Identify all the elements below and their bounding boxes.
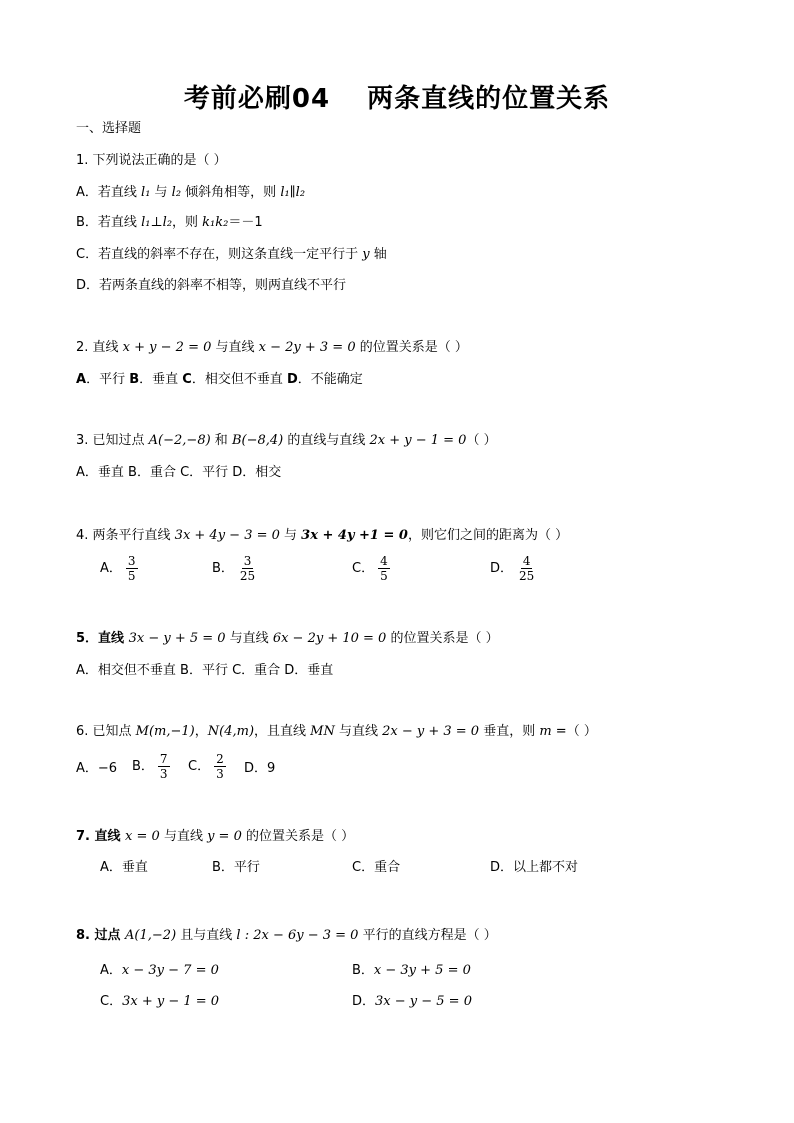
question-4-stem: 4. 两条平行直线 3x + 4y − 3 = 0 与 3x + 4y +1 = 0，则它们之间的距离为（ ） (76, 528, 569, 543)
question-7-option-a: A．垂直 (100, 860, 148, 875)
question-6-option-a: A．−6 (76, 761, 118, 776)
question-4-option-d: D． $\frac{4}{25}$ (490, 554, 535, 583)
question-1-option-a: A．若直线 l₁ 与 l₂ 倾斜角相等，则 l₁∥l₂ (76, 185, 306, 200)
question-1-option-d: D．若两条直线的斜率不相等，则两直线不平行 (76, 278, 347, 293)
question-8-option-c: C．3x + y − 1 = 0 (100, 994, 220, 1009)
question-8-option-d: D．3x − y − 5 = 0 (352, 994, 472, 1009)
page-title: 考前必刷04 两条直线的位置关系 (183, 84, 611, 114)
question-1-stem: 1. 下列说法正确的是（ ） (76, 153, 227, 168)
question-6-stem: 6. 已知点 M(m,−1)，N(4,m)，且直线 MN 与直线 2x − y + 3 = 0 垂直，则 m =（ ） (76, 724, 597, 739)
question-3-options: A．垂直 B．重合 C．平行 D．相交 (76, 465, 282, 480)
question-4-option-b: B． $\frac{3}{25}$ (212, 554, 256, 583)
question-6-option-c: C． $\frac{2}{3}$ (188, 752, 224, 781)
question-7-option-d: D．以上都不对 (490, 860, 579, 875)
question-7-stem: 7. 直线 x = 0 与直线 y = 0 的位置关系是（ ） (76, 829, 355, 844)
question-2-stem: 2. 直线 x + y − 2 = 0 与直线 x − 2y + 3 = 0 的位置关系是（ ） (76, 340, 468, 355)
question-3-stem: 3. 已知过点 A(−2,−8) 和 B(−8,4) 的直线与直线 2x + y − 1 = 0（ ） (76, 433, 497, 448)
question-6-option-b: B． $\frac{7}{3}$ (132, 752, 168, 781)
question-5-options: A．相交但不垂直 B．平行 C．重合 D．垂直 (76, 663, 334, 678)
section-heading: 一、选择题 (76, 121, 142, 136)
question-7-option-b: B．平行 (212, 860, 260, 875)
question-8-stem: 8. 过点 A(1,−2) 且与直线 l : 2x − 6y − 3 = 0 平行的直线方程是（ ） (76, 928, 497, 943)
question-7-option-c: C．重合 (352, 860, 401, 875)
question-5-stem: 5．直线 3x − y + 5 = 0 与直线 6x − 2y + 10 = 0 的位置关系是（ ） (76, 631, 499, 646)
question-1-option-b: B．若直线 l₁⊥l₂，则 k₁k₂＝－1 (76, 215, 263, 230)
question-1-option-c: C．若直线的斜率不存在，则这条直线一定平行于 y 轴 (76, 247, 387, 262)
question-8-option-b: B．x − 3y + 5 = 0 (352, 963, 471, 978)
question-4-option-c: C． $\frac{4}{5}$ (352, 554, 388, 583)
question-2-options: A．平行 B．垂直 C．相交但不垂直 D．不能确定 (76, 372, 363, 387)
question-8-option-a: A．x − 3y − 7 = 0 (100, 963, 219, 978)
question-4-option-a: A． $\frac{3}{5}$ (100, 554, 136, 583)
question-6-option-d: D．9 (244, 761, 276, 776)
